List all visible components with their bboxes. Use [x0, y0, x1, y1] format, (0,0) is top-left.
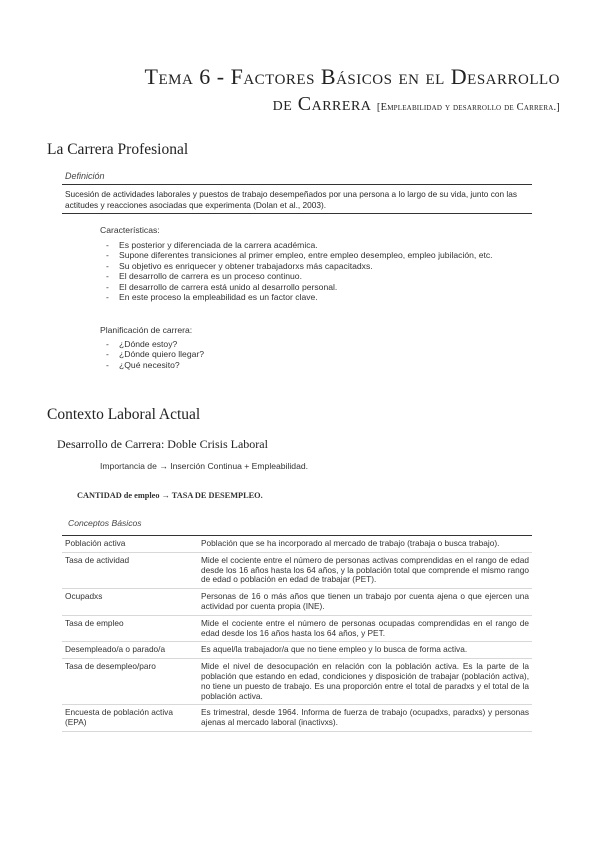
concept-description: Personas de 16 o más años que tienen un trabajo por cuenta ajena o que ejercen una actividad por cuenta propia (INE). [198, 589, 532, 616]
importance-line: Importancia de → Inserción Continua + Empleabilidad. [100, 461, 309, 471]
characteristic-item: - Es posterior y diferenciada de la carrera académica. [103, 240, 535, 250]
section-heading-carrera: La Carrera Profesional [47, 141, 189, 158]
table-row [62, 659, 532, 705]
section-heading-contexto: Contexto Laboral Actual [47, 406, 201, 423]
planning-item: - ¿Dónde quiero llegar? [103, 349, 403, 359]
characteristic-item: - El desarrollo de carrera está unido al desarrollo personal. [103, 282, 535, 292]
page-subtitle: [Empleabilidad y desarrollo de Carrera.] [376, 102, 560, 113]
table-row [62, 589, 532, 616]
quantity-line: CANTIDAD de empleo → TASA DE DESEMPLEO. [77, 491, 263, 500]
subheading-doble-crisis: Desarrollo de Carrera: Doble Crisis Laboral [57, 437, 268, 451]
concept-description: Mide el cociente entre el número de personas ocupadas comprendidas en el rango de edad desde los 16 años hasta los 64 años, y PET. [198, 615, 532, 642]
page-title-line2-text: de Carrera [272, 93, 372, 115]
concept-term: Tasa de actividad [62, 552, 198, 588]
concept-description: Es trimestral, desde 1964. Informa de fuerza de trabajo (ocupadxs, paradxs) y personas ajenas al mercado laboral (inactivxs). [198, 705, 532, 732]
concept-term: Tasa de empleo [62, 615, 198, 642]
page-title-line2 [40, 93, 560, 116]
concept-term: Población activa [62, 536, 198, 553]
concept-term: Tasa de desempleo/paro [62, 659, 198, 705]
concept-term: Encuesta de población activa (EPA) [62, 705, 198, 732]
definition-label: Definición [62, 171, 532, 185]
planning-item: - ¿Qué necesito? [103, 360, 403, 370]
concept-term: Desempleado/a o parado/a [62, 642, 198, 659]
concept-description: Población que se ha incorporado al mercado de trabajo (trabaja o busca trabajo). [198, 536, 532, 553]
concept-description: Es aquel/la trabajador/a que no tiene empleo y lo busca de forma activa. [198, 642, 532, 659]
planning-item: - ¿Dónde estoy? [103, 339, 403, 349]
concept-description: Mide el nivel de desocupación en relación con la población activa. Es la parte de la población que estando en edad, condiciones y disposición de trabajar (población activa), no tiene un puesto de trabajo. Es una proporción entre el total de paradxs y el total de la población activa. [198, 659, 532, 705]
table-row [62, 536, 532, 553]
concepts-label: Conceptos Básicos [68, 518, 142, 528]
characteristics-label: Características: [100, 225, 160, 235]
characteristic-item: - El desarrollo de carrera es un proceso continuo. [103, 271, 535, 281]
concept-description: Mide el cociente entre el número de personas activas comprendidas en el rango de edad desde los 16 años hasta los 64 años, y la población total que comprende el mismo rango de edad o población en edad de trabajar (PET). [198, 552, 532, 588]
characteristics-list [103, 240, 535, 302]
concept-term: Ocupadxs [62, 589, 198, 616]
definition-text: Sucesión de actividades laborales y puestos de trabajo desempeñados por una persona a lo largo de su vida, junto con las actitudes y reacciones asociadas que experimenta (Dolan et al., 2003). [62, 185, 532, 214]
characteristic-item: - Su objetivo es enriquecer y obtener trabajadorxs más capacitadxs. [103, 261, 535, 271]
planning-list [103, 339, 403, 370]
table-row [62, 552, 532, 588]
planning-label: Planificación de carrera: [100, 325, 193, 335]
page-title-line1: Tema 6 - Factores Básicos en el Desarrollo [144, 64, 560, 89]
concepts-table [62, 535, 532, 732]
characteristic-item: - En este proceso la empleabilidad es un factor clave. [103, 292, 535, 302]
characteristic-item: - Supone diferentes transiciones al primer empleo, entre empleo desempleo, empleo jubilación, etc. [103, 250, 535, 260]
definition-box [62, 171, 532, 214]
table-row [62, 642, 532, 659]
table-row [62, 615, 532, 642]
table-row [62, 705, 532, 732]
